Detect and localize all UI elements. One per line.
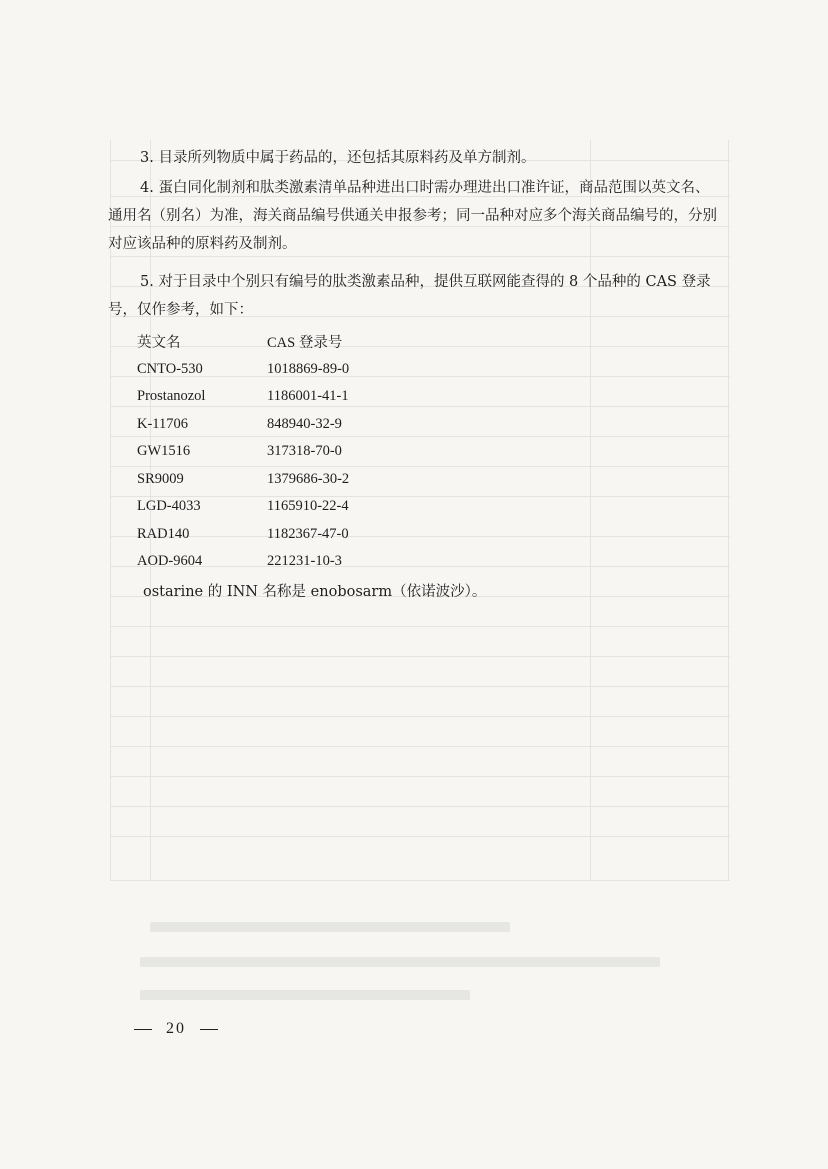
table-row xyxy=(137,548,349,576)
table-row xyxy=(137,493,349,521)
dash-right xyxy=(200,1029,218,1030)
dash-left xyxy=(134,1029,152,1030)
cas-table xyxy=(137,328,349,576)
table-row xyxy=(137,383,349,411)
bleed-through-footnote xyxy=(150,922,510,932)
paragraph-4: 4. 蛋白同化制剂和肽类激素清单品种进出口时需办理进出口准许证，商品范围以英文名、通用名（别名）为准，海关商品编号供通关申报参考；同一品种对应多个海关商品编号的，分别对应该品种的原料药及制剂。 xyxy=(108,180,717,252)
paragraph-3: 3. 目录所列物质中属于药品的，还包括其原料药及单方制剂。 xyxy=(140,150,536,166)
page-footer xyxy=(126,1020,226,1038)
table-row xyxy=(137,438,349,466)
compound-name: RAD140 xyxy=(137,525,190,542)
compound-name: Prostanozol xyxy=(137,388,206,405)
cas-number: 1186001-41-1 xyxy=(267,388,349,405)
table-row xyxy=(137,521,349,549)
cas-number: 848940-32-9 xyxy=(267,415,342,432)
table-header-row xyxy=(137,328,349,356)
table-row xyxy=(137,466,349,494)
compound-name: LGD-4033 xyxy=(137,498,201,515)
cas-number: 1165910-22-4 xyxy=(267,498,349,515)
bleed-through-footnote xyxy=(140,957,660,967)
paragraph-5: 5. 对于目录中个别只有编号的肽类激素品种，提供互联网能查得的 8 个品种的 CAS 登录号，仅作参考，如下： xyxy=(108,274,711,318)
table-row xyxy=(137,356,349,384)
compound-name: K-11706 xyxy=(137,415,189,432)
cas-number: 1018869-89-0 xyxy=(267,360,350,377)
compound-name: CNTO-530 xyxy=(137,360,203,377)
cas-number: 1379686-30-2 xyxy=(267,470,350,487)
cas-number: 1182367-47-0 xyxy=(267,525,349,542)
compound-name: SR9009 xyxy=(137,470,184,487)
bleed-through-footnote xyxy=(140,990,470,1000)
compound-name: AOD-9604 xyxy=(137,553,203,570)
header-cas-number: CAS 登录号 xyxy=(267,335,343,352)
header-english-name: 英文名 xyxy=(137,335,181,352)
table-row xyxy=(137,411,349,439)
compound-name: GW1516 xyxy=(137,443,191,460)
ostarine-note: ostarine 的 INN 名称是 enobosarm（依诺波沙）。 xyxy=(143,584,487,600)
cas-number: 317318-70-0 xyxy=(267,443,342,460)
page-number: 20 xyxy=(166,1020,186,1037)
cas-number: 221231-10-3 xyxy=(267,553,342,570)
